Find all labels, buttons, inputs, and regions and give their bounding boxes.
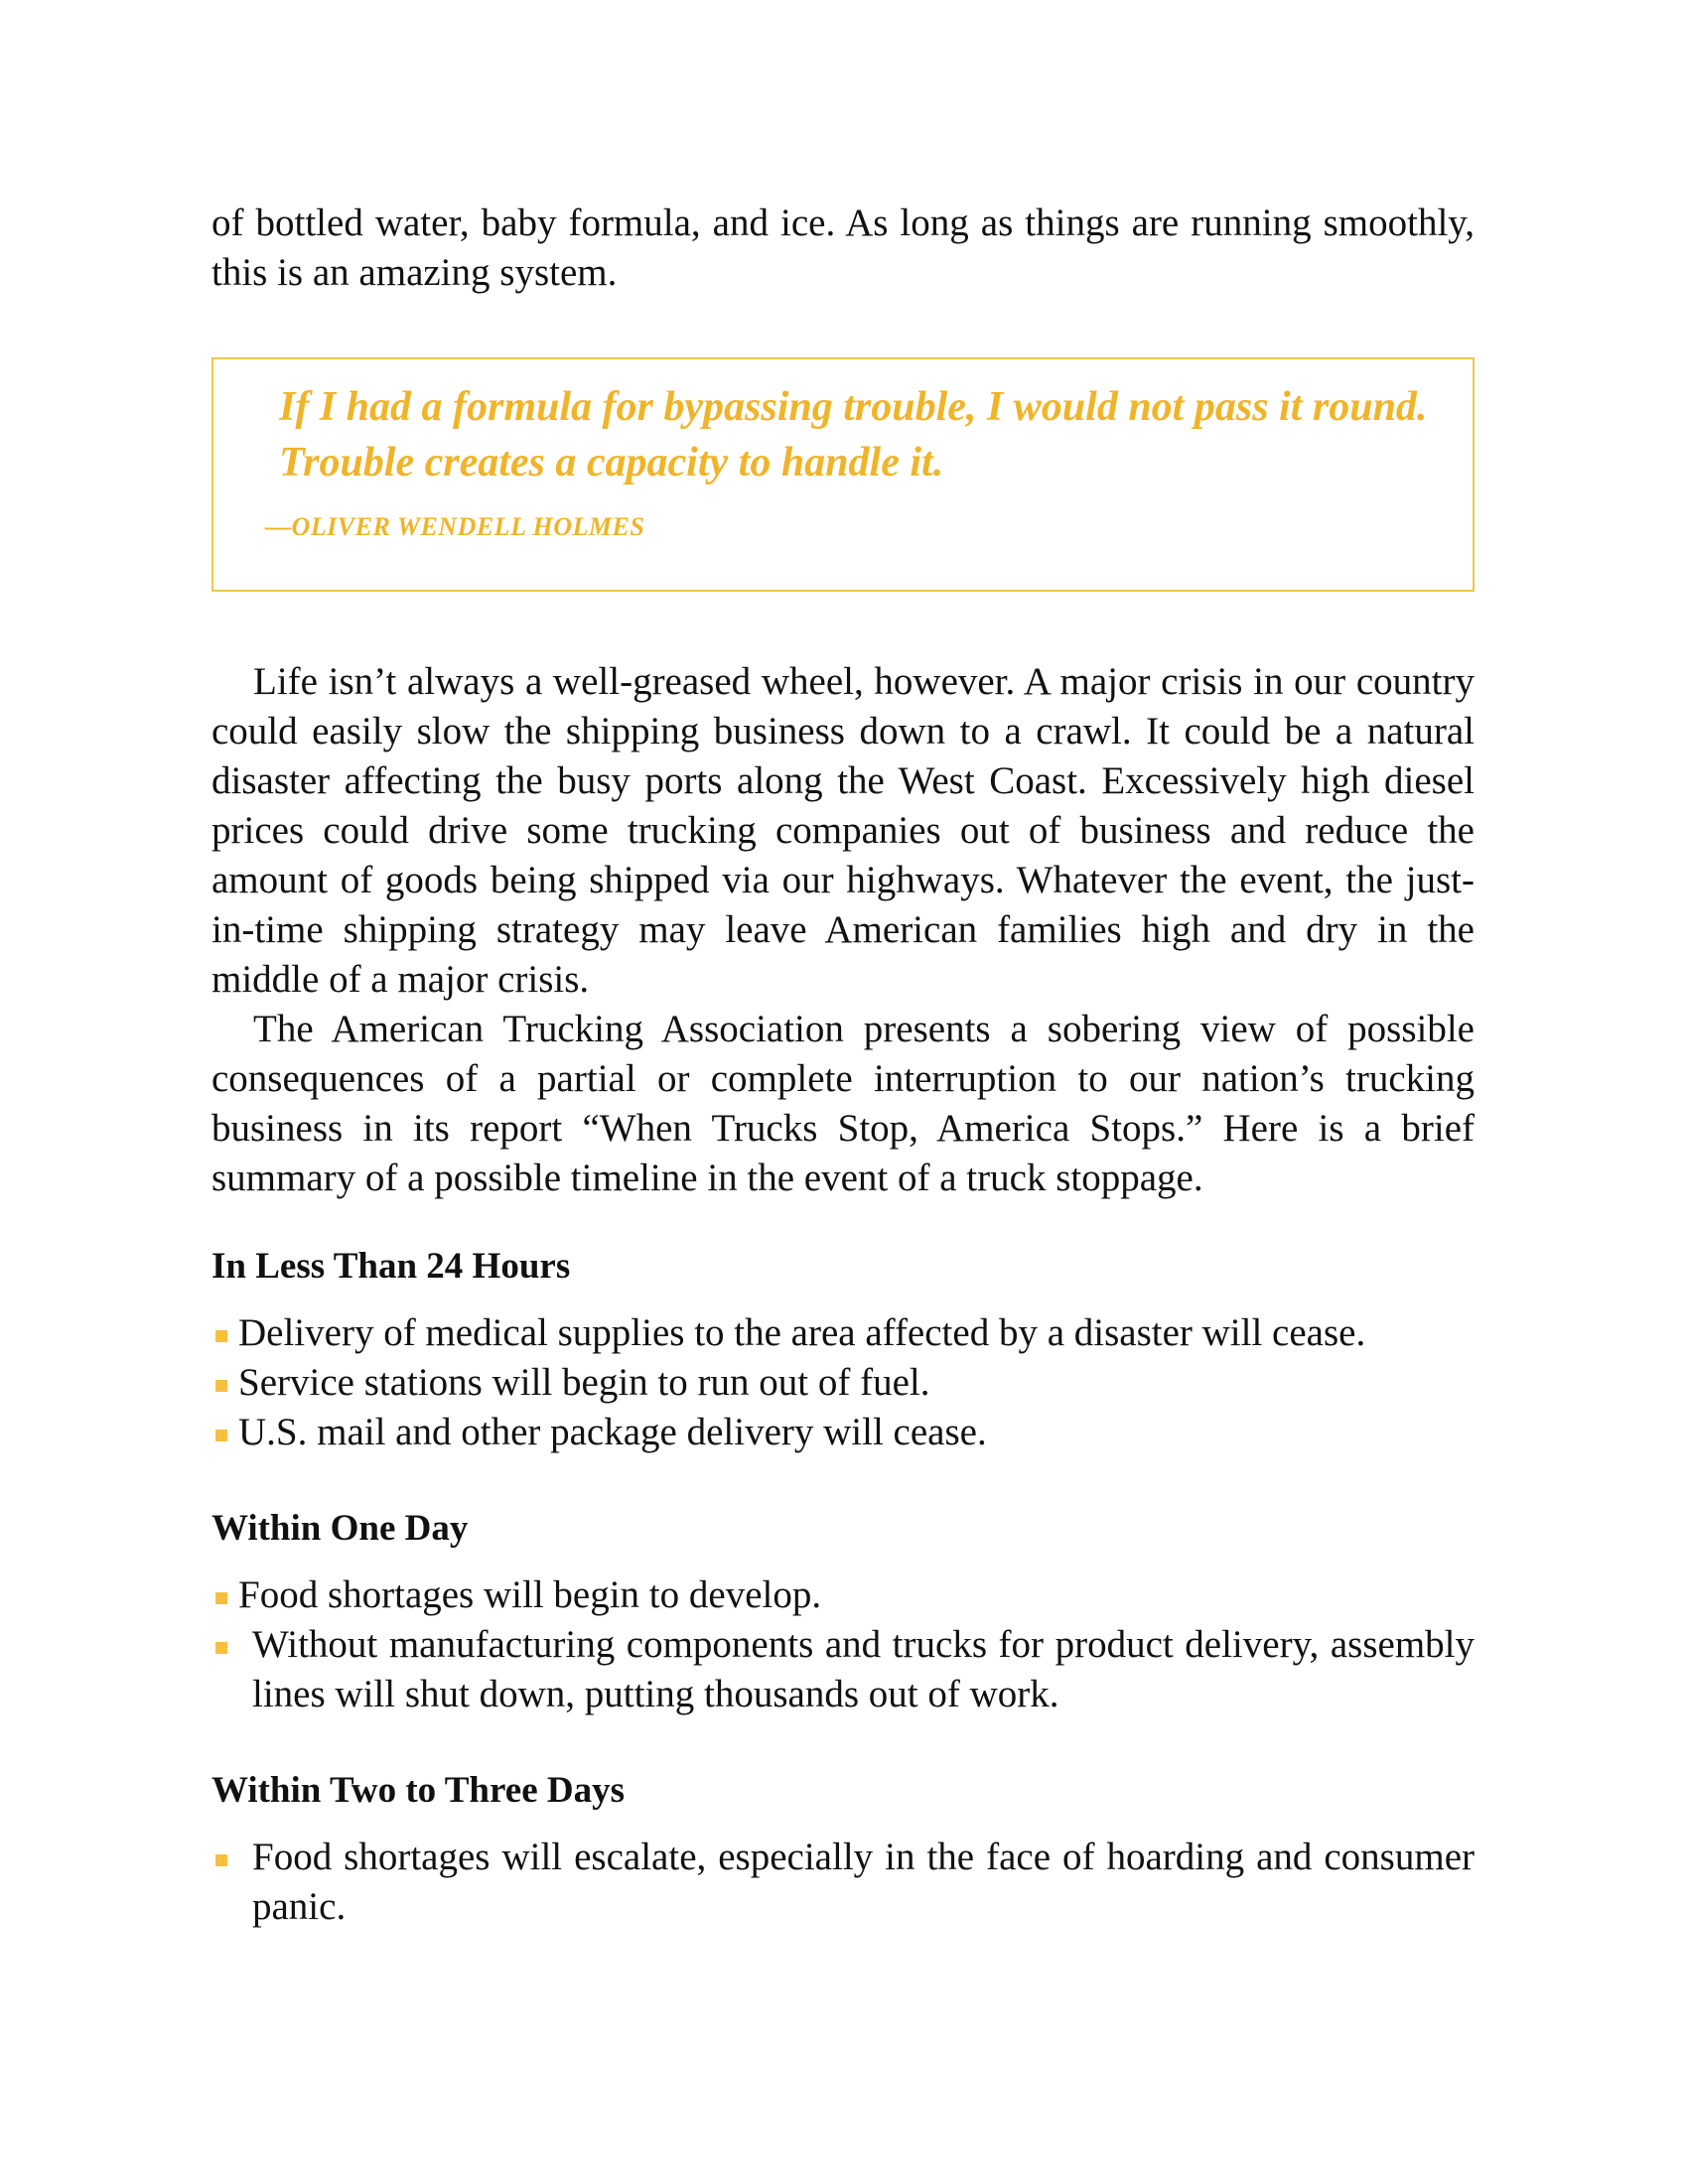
list-item-text: Delivery of medical supplies to the area affected by a disaster will cease. bbox=[238, 1311, 1366, 1354]
list-item bbox=[211, 1358, 1475, 1408]
timeline-section bbox=[211, 1247, 1475, 1457]
list-item-text: U.S. mail and other package delivery will cease. bbox=[238, 1411, 987, 1453]
square-bullet-icon bbox=[215, 1592, 227, 1604]
list-item-text: Without manufacturing components and trucks for product delivery, assembly lines will shut down, putting thousands out of work. bbox=[252, 1623, 1475, 1715]
list-item bbox=[211, 1570, 1475, 1620]
timeline-section bbox=[211, 1771, 1475, 1932]
body-paragraph: The American Trucking Association presents a sobering view of possible consequences of a partial or complete interruption to our nation’s trucking business in its report “When Trucks Stop, America Stops.” Here is a brief summary of a possible timeline in the event of a truck stoppage. bbox=[211, 1008, 1475, 1199]
timeline-section bbox=[211, 1509, 1475, 1719]
list-item bbox=[211, 1620, 1475, 1719]
list-item bbox=[211, 1833, 1475, 1932]
page-content bbox=[211, 199, 1475, 1932]
list-item bbox=[211, 1408, 1475, 1457]
section-heading: In Less Than 24 Hours bbox=[211, 1246, 571, 1287]
list-item-text: Food shortages will escalate, especially in the face of hoarding and consumer panic. bbox=[252, 1836, 1475, 1928]
bullet-list bbox=[211, 1570, 1475, 1719]
pull-quote-text: If I had a formula for bypassing trouble, I would not pass it round. Trouble creates a capacity to handle it. bbox=[279, 384, 1428, 485]
body-paragraph: Life isn’t always a well-greased wheel, however. A major crisis in our country could easily slow the shipping business down to a crawl. It could be a natural disaster affecting the busy ports along the West Coast. Excessively high diesel prices could drive some trucking companies out of business and reduce the amount of goods being shipped via our highways. Whatever the event, the just-in-time shipping strategy may leave American families high and dry in the middle of a major crisis. bbox=[211, 660, 1475, 1001]
section-heading: Within One Day bbox=[211, 1508, 469, 1549]
pull-quote-author: —OLIVER WENDELL HOLMES bbox=[265, 512, 645, 541]
square-bullet-icon bbox=[215, 1380, 227, 1392]
square-bullet-icon bbox=[215, 1854, 227, 1866]
square-bullet-icon bbox=[215, 1430, 227, 1441]
section-heading: Within Two to Three Days bbox=[211, 1770, 625, 1811]
pull-quote-box bbox=[211, 357, 1475, 592]
list-item-text: Service stations will begin to run out of fuel. bbox=[238, 1361, 930, 1404]
body-text bbox=[211, 657, 1475, 1203]
list-item-text: Food shortages will begin to develop. bbox=[238, 1573, 822, 1616]
square-bullet-icon bbox=[215, 1642, 227, 1654]
bullet-list bbox=[211, 1308, 1475, 1457]
square-bullet-icon bbox=[215, 1330, 227, 1342]
bullet-list bbox=[211, 1833, 1475, 1932]
list-item bbox=[211, 1308, 1475, 1358]
intro-paragraph: of bottled water, baby formula, and ice. As long as things are running smoothly, this is an amazing system. bbox=[211, 202, 1475, 294]
